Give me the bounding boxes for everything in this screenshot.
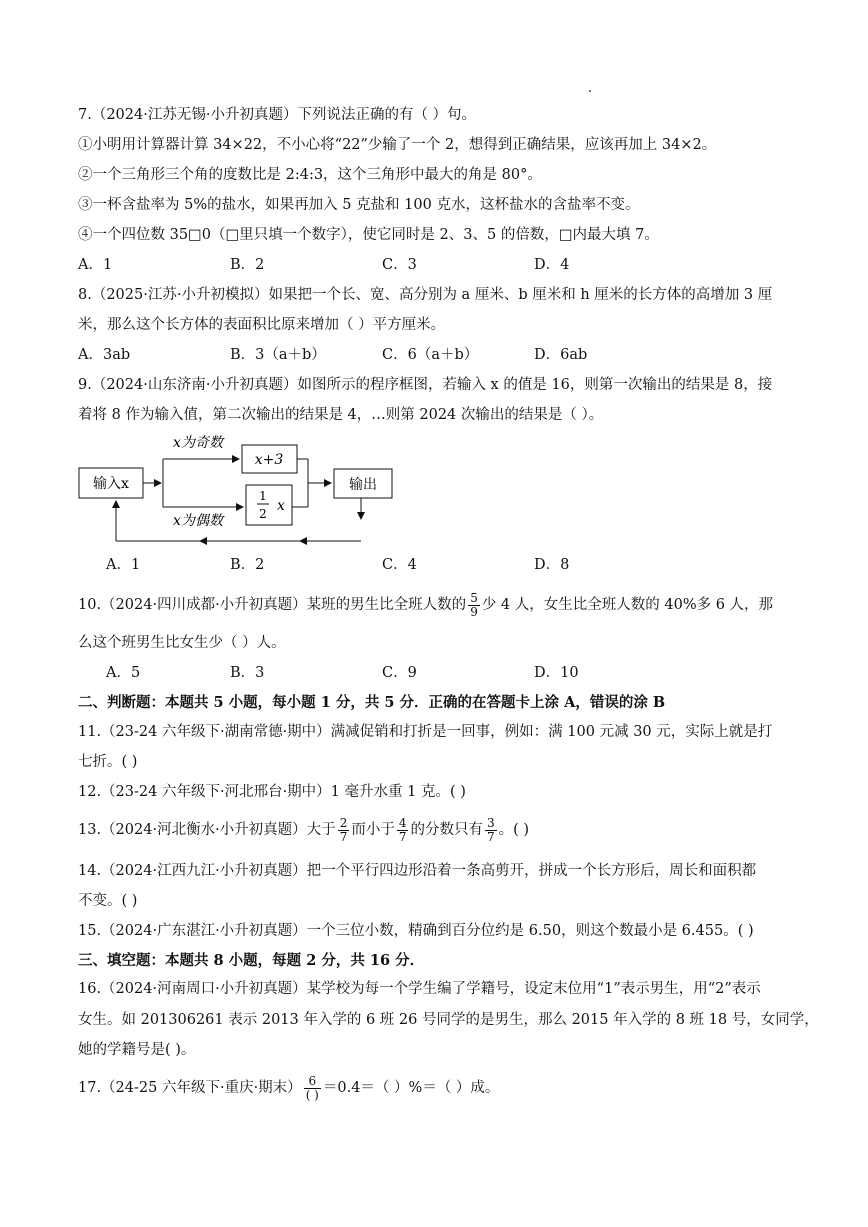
q8-option-a[interactable]: A．3ab — [78, 347, 131, 363]
q7-option-c[interactable]: C．3 — [382, 257, 417, 273]
q9-option-a[interactable]: A．1 — [106, 557, 141, 573]
q13[interactable] — [78, 812, 529, 848]
q17-text-a: 17.（24-25 六年级下·重庆·期末） — [78, 1080, 302, 1096]
q10-option-c[interactable]: C．9 — [382, 665, 417, 681]
q13-f3-den: 7 — [486, 829, 495, 844]
q17-fraction — [304, 1075, 321, 1102]
q14-line-2[interactable]: 不变。( ) — [78, 893, 138, 909]
q10-text-b: 少 4 人，女生比全班人数的 40%多 6 人，那 — [481, 597, 774, 613]
q12[interactable]: 12.（23-24 六年级下·河北邢台·期中）1 毫升水重 1 克。( ) — [78, 784, 466, 800]
q10-frac-num: 5 — [470, 590, 478, 605]
q8-line-1: 8.（2025·江苏·小升初模拟）如果把一个长、宽、高分别为 a 厘米、b 厘米和 h 厘米的长方体的高增加 3 厘 — [78, 287, 773, 303]
q9-option-b[interactable]: B．2 — [230, 557, 265, 573]
q7-option-b[interactable]: B．2 — [230, 257, 265, 273]
q8-option-d[interactable]: D．6ab — [534, 347, 588, 363]
q7-item-2: ②一个三角形三个角的度数比是 2:4:3，这个三角形中最大的角是 80°。 — [78, 167, 542, 183]
input-box-label: 输入x — [93, 476, 129, 492]
even-box-var: x — [277, 498, 285, 514]
q13-text-a: 13.（2024·河北衡水·小升初真题）大于 — [78, 822, 336, 838]
q9-line-1: 9.（2024·山东济南·小升初真题）如图所示的程序框图，若输入 x 的值是 16，则第一次输出的结果是 8，接 — [78, 377, 773, 393]
section-3-heading: 三、填空题：本题共 8 小题，每题 2 分，共 16 分． — [78, 952, 425, 969]
q13-text-c: 的分数只有 — [410, 822, 483, 838]
q7-stem: 7.（2024·江苏无锡·小升初真题）下列说法正确的有（ ）句。 — [78, 107, 477, 123]
q13-text-d: 。( ) — [498, 822, 530, 838]
q7-item-4: ④一个四位数 35□0（□里只填一个数字），使它同时是 2、3、5 的倍数，□内最大填 7。 — [78, 227, 659, 243]
q9-option-d[interactable]: D．8 — [534, 557, 570, 573]
q7-option-a[interactable]: A．1 — [78, 257, 113, 273]
even-box-frac-num: 1 — [259, 489, 267, 503]
q14-line-1: 14.（2024·江西九江·小升初真题）把一个平行四边形沿着一条高剪开，拼成一个长方形后，周长和面积都 — [78, 863, 757, 879]
q7-option-d[interactable]: D．4 — [534, 257, 570, 273]
q10-option-a[interactable]: A．5 — [106, 665, 141, 681]
q8-line-2: 米，那么这个长方体的表面积比原来增加（ ）平方厘米。 — [78, 317, 446, 333]
even-branch-label: x为偶数 — [173, 513, 223, 529]
odd-box-label: x+3 — [254, 452, 284, 468]
q10-line-1 — [78, 590, 773, 620]
q17-text-b: ＝0.4＝（ ）%＝（ ）成。 — [322, 1080, 500, 1096]
q8-option-c[interactable]: C．6（a＋b） — [382, 347, 479, 363]
q17-frac-den: ( ) — [305, 1087, 319, 1102]
program-flowchart — [70, 425, 410, 555]
q13-text-b: 而小于 — [351, 822, 395, 838]
q16-line-2: 女生。如 201306261 表示 2013 年入学的 6 班 26 号同学的是男生，那么 2015 年入学的 8 班 18 号，女同学， — [78, 1012, 819, 1028]
q10-text-a: 10.（2024·四川成都·小升初真题）某班的男生比全班人数的 — [78, 597, 467, 613]
q15[interactable]: 15.（2024·广东湛江·小升初真题）一个三位小数，精确到百分位约是 6.50，则这个数最小是 6.455。( ) — [78, 923, 754, 939]
q10-option-d[interactable]: D．10 — [534, 665, 579, 681]
q11-line-2[interactable]: 七折。( ) — [78, 754, 138, 770]
q13-f2-num: 4 — [398, 815, 407, 830]
q10-fraction — [468, 592, 480, 619]
q13-fraction-3 — [485, 817, 497, 844]
q9-option-c[interactable]: C．4 — [382, 557, 417, 573]
q16-line-3[interactable]: 她的学籍号是( )。 — [78, 1042, 196, 1058]
q7-item-3: ③一杯含盐率为 5%的盐水，如果再加入 5 克盐和 100 克水，这杯盐水的含盐率不变。 — [78, 197, 640, 213]
odd-branch-label: x为奇数 — [173, 435, 223, 451]
q10-option-b[interactable]: B．3 — [230, 665, 265, 681]
q17-frac-num: 6 — [304, 1075, 321, 1089]
scan-dot — [589, 90, 591, 92]
q13-fraction-2 — [397, 817, 409, 844]
q10-line-2: 么这个班男生比女生少（ ）人。 — [78, 635, 286, 651]
q16-line-1: 16.（2024·河南周口·小升初真题）某学校为每一个学生编了学籍号，设定末位用“1”表示男生，用“2”表示 — [78, 981, 761, 997]
q9-line-2: 着将 8 作为输入值，第二次输出的结果是 4，…则第 2024 次输出的结果是（ ）。 — [78, 407, 604, 423]
q8-option-b[interactable]: B．3（a＋b） — [230, 347, 326, 363]
q13-f1-den: 7 — [339, 829, 348, 844]
q13-f3-num: 3 — [486, 815, 495, 830]
q17[interactable] — [78, 1070, 499, 1106]
q7-item-1: ①小明用计算器计算 34×22，不小心将“22”少输了一个 2，想得到正确结果，应该再加上 34×2。 — [78, 137, 717, 153]
section-2-heading: 二、判断题：本题共 5 小题，每小题 1 分，共 5 分．正确的在答题卡上涂 A，错误的涂 B — [78, 694, 666, 711]
output-box-label: 输出 — [349, 477, 377, 493]
q13-f1-num: 2 — [339, 815, 348, 830]
q13-f2-den: 7 — [398, 829, 407, 844]
q10-frac-den: 9 — [470, 604, 478, 619]
even-box-frac-den: 2 — [259, 507, 267, 521]
q13-fraction-1 — [338, 817, 350, 844]
even-box — [246, 485, 292, 525]
q11-line-1: 11.（23-24 六年级下·湖南常德·期中）满减促销和打折是一回事，例如：满 100 元减 30 元，实际上就是打 — [78, 724, 773, 740]
